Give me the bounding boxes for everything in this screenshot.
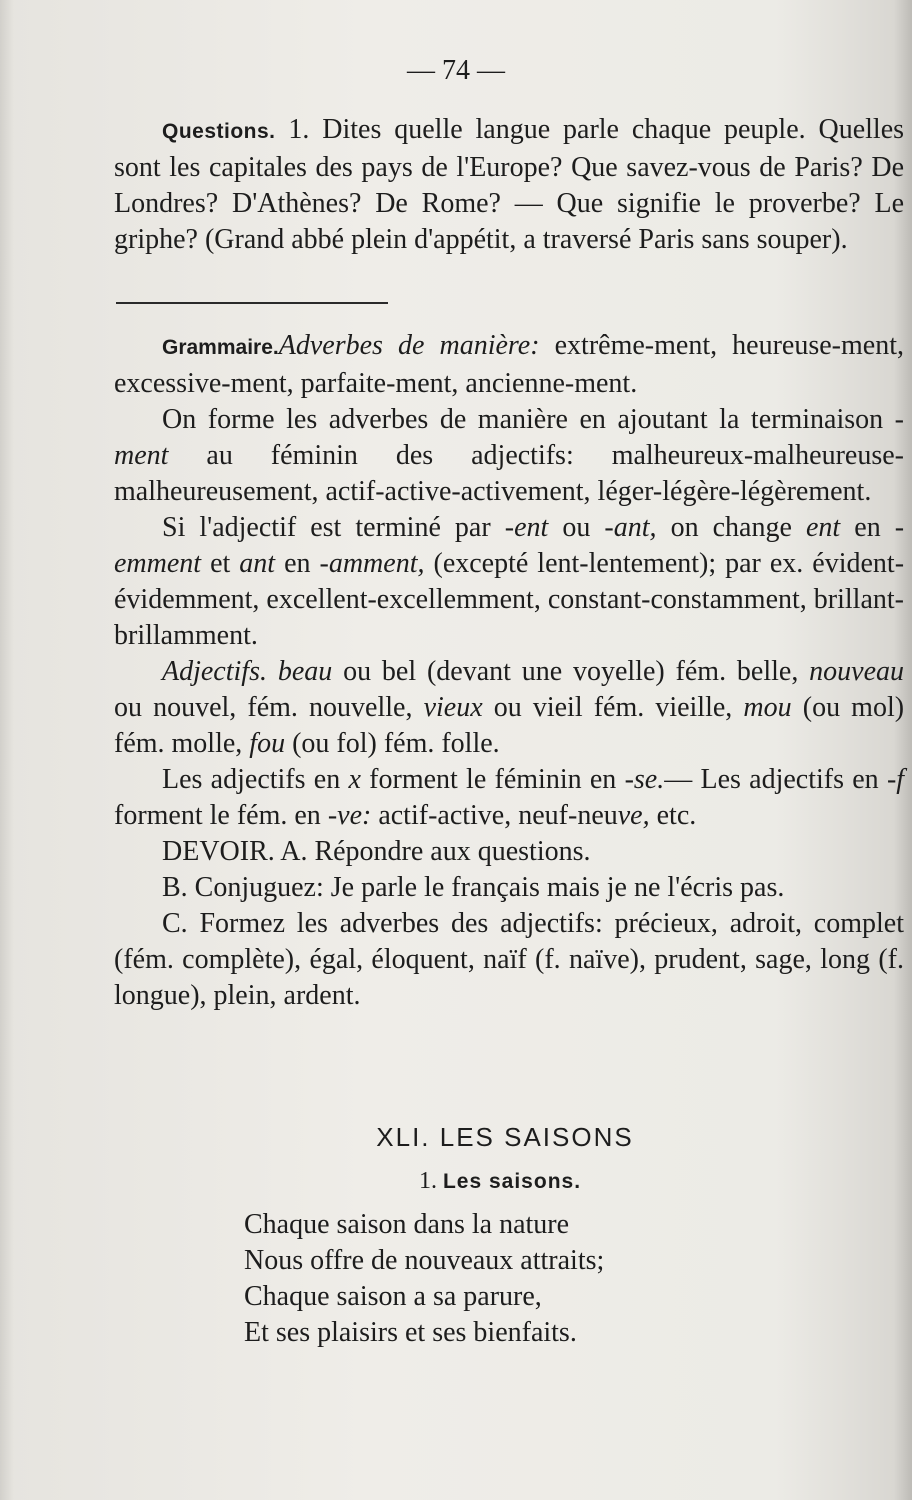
grammar-paragraph-1: On forme les adverbes de manière en ajoutant la terminaison -ment au féminin des adjectifs: malheureux-malheureuse-malheureusement, actif-active-activement, léger-légère-légèrement. (114, 404, 904, 507)
grammar-intro (114, 328, 904, 402)
questions-number: 1. (288, 114, 310, 145)
questions-paragraph (114, 112, 904, 258)
devoir-b: B. Conjuguez: Je parle le français mais je ne l'écris pas. (162, 872, 785, 903)
page-fold-shadow (0, 0, 14, 1500)
grammar-label: Grammaire. (162, 336, 279, 359)
page-number: — 74 — (407, 55, 505, 86)
grammar-paragraph-2: Si l'adjectif est terminé par -ent ou -ant, on change ent en -emment et ant en -amment, (excepté lent-lentement); par ex. évident-évidemment, excellent-excellemment, constant-constamment, brillant-brillamment. (114, 512, 905, 651)
lesson-subtitle: 1. Les saisons. (418, 1168, 582, 1194)
poem-line: Et ses plaisirs et ses bienfaits. (244, 1317, 577, 1348)
grammar-paragraph-3: Adjectifs. beau ou bel (devant une voyelle) fém. belle, nouveau ou nouvel, fém. nouvelle, vieux ou vieil fém. vieille, mou (ou mol) fém. molle, fou (ou fol) fém. folle. (114, 656, 905, 759)
grammar-heading: Adverbes de manière: (278, 330, 540, 361)
section-divider (116, 302, 388, 304)
grammar-paragraph-4: Les adjectifs en x forment le féminin en -se.— Les adjectifs en -f forment le fém. en -ve: actif-active, neuf-neuve, etc. (114, 764, 905, 831)
poem-line: Chaque saison dans la nature (244, 1209, 570, 1240)
questions-label: Questions. (162, 120, 276, 143)
poem-line: Nous offre de nouveaux attraits; (244, 1245, 605, 1276)
poem-line: Chaque saison a sa parure, (244, 1281, 542, 1312)
devoir-c: C. Formez les adverbes des adjectifs: précieux, adroit, complet (fém. complète), égal, éloquent, naïf (f. naïve), prudent, sage, long (f. longue), plein, ardent. (114, 908, 904, 1011)
poem (244, 1207, 844, 1351)
grammar-section (114, 328, 904, 1014)
questions-text: Dites quelle langue parle chaque peuple. Quelles sont les capitales des pays de l'Europe? Que savez-vous de Paris? De Londres? D'Athènes? De Rome? — Que signifie le proverbe? Le griphe? (Grand abbé plein d'appétit, a traversé Paris sans souper). (114, 114, 905, 255)
grammar-examples: extrême-ment, heureuse-ment, excessive-ment, parfaite-ment, ancienne-ment. (114, 330, 904, 399)
devoir-a: DEVOIR. A. Répondre aux questions. (162, 836, 591, 867)
lesson-title: XLI. LES SAISONS (376, 1122, 634, 1152)
